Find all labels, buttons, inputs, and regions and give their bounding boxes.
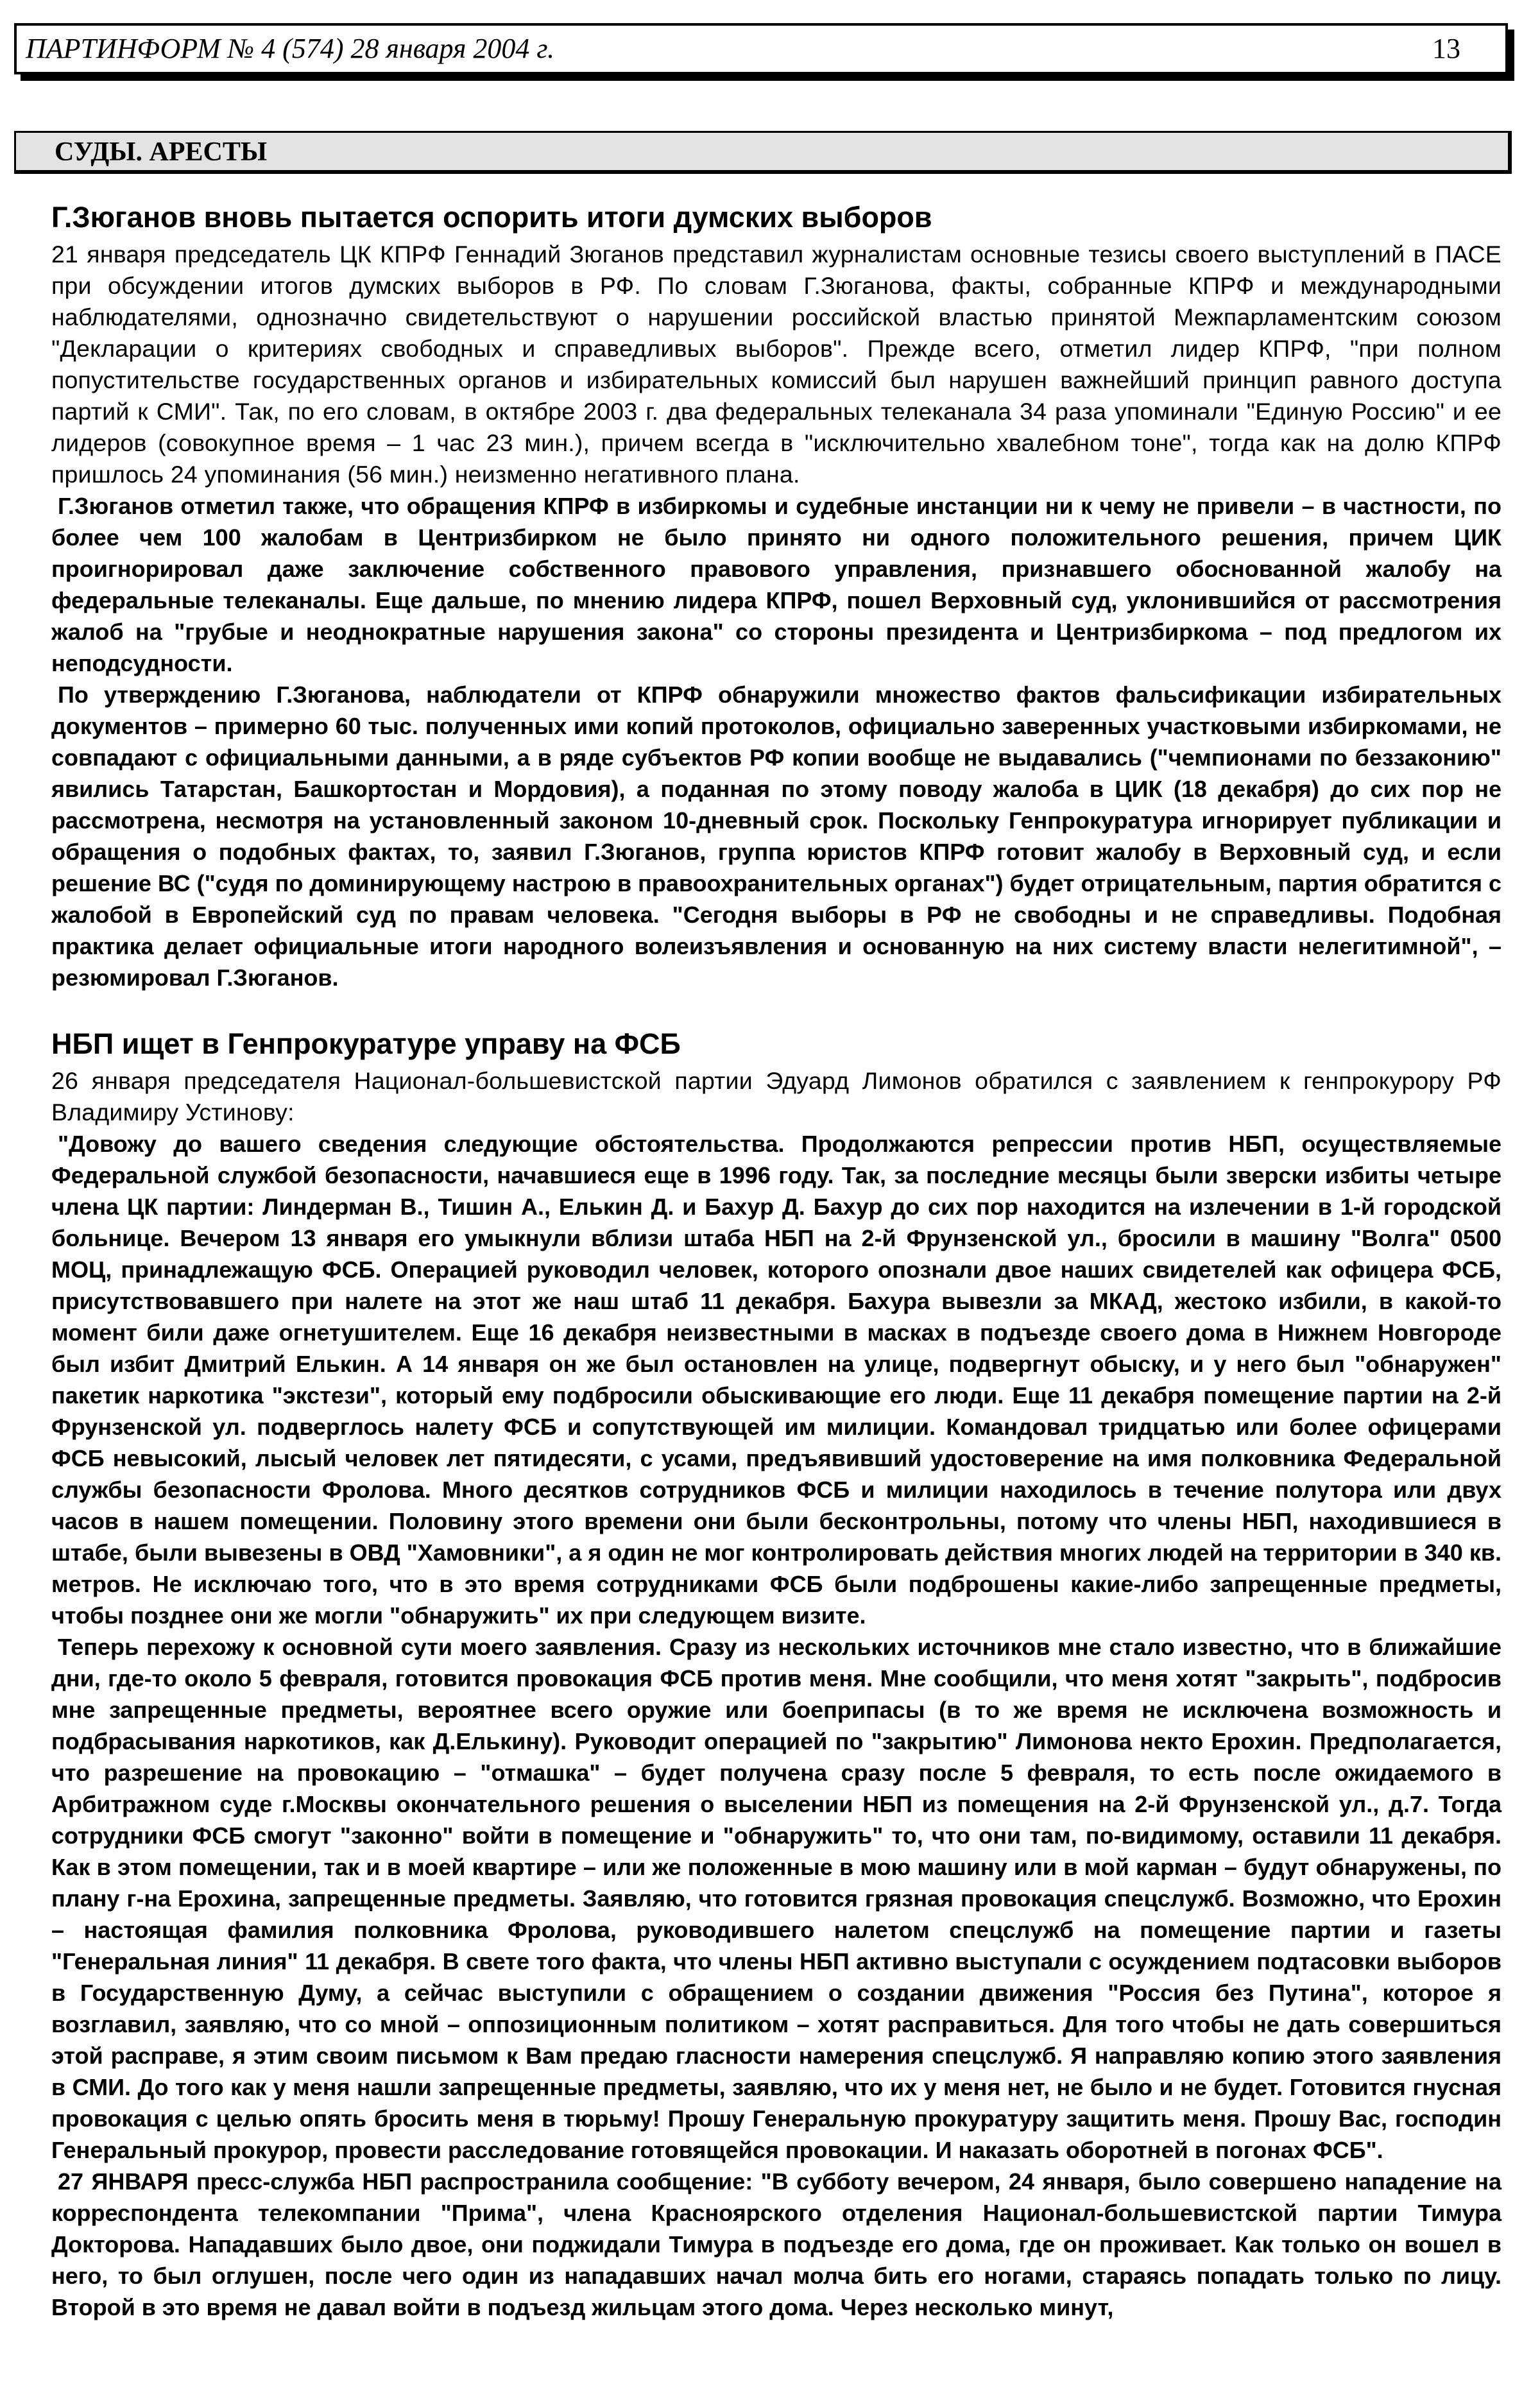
article-paragraph: Теперь перехожу к основной сути моего заявления. Сразу из нескольких источников мне стало известно, что в ближайшие дни, где-то около 5 февраля, готовится провокация ФСБ против меня. Мне сообщили, что меня хотят "закрыть", подбросив мне запрещенные предметы, вероятнее всего оружие или боеприпасы (в то же время не исключена возможность и подбрасывания наркотиков, как Д.Елькину). Руководит операцией по "закрытию" Лимонова некто Ерохин. Предполагается, что разрешение на провокацию – "отмашка" – будет получена сразу после 5 февраля, то есть после ожидаемого в Арбитражном суде г.Москвы окончательного решения о выселении НБП из помещения на 2-й Фрунзенской ул., д.7. Тогда сотрудники ФСБ смогут "законно" войти в помещение и "обнаружить" то, что они там, по-видимому, оставили 11 декабря. Как в этом помещении, так и в моей квартире – или же положенные в мою машину или в мой карман – будут обнаружены, по плану г-на Ерохина, запрещенные предметы. Заявляю, что готовится грязная провокация спецслужб. Возможно, что Ерохин – настоящая фамилия полковника Фролова, руководившего налетом спецслужб на помещение партии и газеты "Генеральная линия" 11 декабря. В свете того факта, что члены НБП активно выступали с осуждением подтасовки выборов в Государственную Думу, а сейчас выступили с обращением о создании движения "Россия без Путина", которое я возглавил, заявляю, что со мной – оппозиционным политиком – хотят расправиться. Для того чтобы не дать совершиться этой расправе, я этим своим письмом к Вам предаю гласности намерения спецслужб. Я направляю копию этого заявления в СМИ. До того как у меня нашли запрещенные предметы, заявляю, что их у меня нет, не было и не будет. Готовится гнусная провокация с целью опять бросить меня в тюрьму! Прошу Генеральную прокуратуру защитить меня. Прошу Вас, господин Генеральный прокурор, провести расследование готовящейся провокации. И наказать оборотней в погонах ФСБ".: [51, 1634, 1502, 2163]
section-title: СУДЫ. АРЕСТЫ: [55, 137, 268, 167]
article-paragraph: По утверждению Г.Зюганова, наблюдатели от КПРФ обнаружили множество фактов фальсификации избирательных документов – примерно 60 тыс. полученных ими копий протоколов, официально заверенных участковыми избиркомами, не совпадают с официальными данными, а в ряде субъектов РФ копии вообще не выдавались ("чемпионами по беззаконию" явились Татарстан, Башкортостан и Мордовия), а поданная по этому поводу жалоба в ЦИК (18 декабря) до сих пор не рассмотрена, несмотря на установленный законом 10-дневный срок. Поскольку Генпрокуратура игнорирует публикации и обращения о подобных фактах, то, заявил Г.Зюганов, группа юристов КПРФ готовит жалобу в Верховный суд, и если решение ВС ("судя по доминирующему настрою в правоохранительных органах") будет отрицательным, партия обратится с жалобой в Европейский суд по правам человека. "Сегодня выборы в РФ не свободны и не справедливы. Подобная практика делает официальные итоги народного волеизъявления и основанную на них систему власти нелегитимной", – резюмировал Г.Зюганов.: [51, 681, 1502, 991]
article-paragraph: "Довожу до вашего сведения следующие обстоятельства. Продолжаются репрессии против НБП, осуществляемые Федеральной службой безопасности, начавшиеся еще в 1996 году. Так, за последние месяцы были зверски избиты четыре члена ЦК партии: Линдерман В., Тишин А., Елькин Д. и Бахур Д. Бахур до сих пор находится на излечении в 1-й городской больнице. Вечером 13 января его умыкнули вблизи штаба НБП на 2-й Фрунзенской ул., бросили в машину "Волга" 0500 МОЦ, принадлежащую ФСБ. Операцией руководил человек, которого опознали двое наших свидетелей как офицера ФСБ, присутствовавшего при налете на этот же наш штаб 11 декабря. Бахура вывезли за МКАД, жестоко избили, в какой-то момент били даже огнетушителем. Еще 16 декабря неизвестными в масках в подъезде своего дома в Нижнем Новгороде был избит Дмитрий Елькин. А 14 января он же был остановлен на улице, подвергнут обыску, и у него был "обнаружен" пакетик наркотика "экстези", который ему подбросили обыскивающие его люди. Еще 11 декабря помещение партии на 2-й Фрунзенской ул. подверглось налету ФСБ и сопутствующей им милиции. Командовал тридцатью или более офицерами ФСБ невысокий, лысый человек лет пятидесяти, с усами, предъявивший удостоверение на имя полковника Федеральной службы безопасности Фролова. Много десятков сотрудников ФСБ и милиции находилось в течение полутора или двух часов в нашем помещении. Половину этого времени они были бесконтрольны, потому что члены НБП, находившиеся в штабе, были вывезены в ОВД "Хамовники", а я один не мог контролировать действия многих людей на территории в 340 кв. метров. Не исключаю того, что в это время сотрудниками ФСБ были подброшены какие-либо запрещенные предметы, чтобы позднее они же могли "обнаружить" их при следующем визите.: [51, 1131, 1502, 1629]
article-title: НБП ищет в Генпрокуратуре управу на ФСБ: [51, 1027, 681, 1060]
page-number: 13: [1432, 33, 1460, 64]
masthead: [14, 23, 1508, 74]
article-paragraph: 26 января председателя Национал-большевистской партии Эдуард Лимонов обратился с заявлением к генпрокурору РФ Владимиру Устинову:: [51, 1067, 1502, 1126]
article-title: Г.Зюганов вновь пытается оспорить итоги думских выборов: [51, 201, 932, 234]
article-nbp: [51, 1027, 1502, 2323]
publication-title: ПАРТИНФОРМ № 4 (574) 28 января 2004 г.: [26, 33, 555, 64]
article-body: [51, 200, 1502, 2323]
article-paragraph: Г.Зюганов отметил также, что обращения КПРФ в избиркомы и судебные инстанции ни к чему не привели – в частности, по более чем 100 жалобам в Центризбирком не было принято ни одного положительного решения, причем ЦИК проигнорировал даже заключение собственного правового управления, признавшего обоснованной жалобу на федеральные телеканалы. Еще дальше, по мнению лидера КПРФ, пошел Верховный суд, уклонившийся от рассмотрения жалоб на "грубые и неоднократные нарушения закона" со стороны президента и Центризбиркома – под предлогом их неподсудности.: [51, 493, 1502, 676]
article-paragraph: 27 ЯНВАРЯ пресс-служба НБП распространила сообщение: "В субботу вечером, 24 января, было совершено нападение на корреспондента телекомпании "Прима", члена Красноярского отделения Национал-большевистской партии Тимура Докторова. Нападавших было двое, они поджидали Тимура в подъезде его дома, где он проживает. Как только он вошел в него, то был оглушен, после чего один из нападавших начал молча бить его ногами, стараясь попадать только по лицу. Второй в это время не давал войти в подъезд жильцам этого дома. Через несколько минут,: [51, 2168, 1502, 2320]
section-header: [14, 131, 1512, 174]
article-zyuganov: [51, 200, 1502, 993]
article-paragraph: 21 января председатель ЦК КПРФ Геннадий Зюганов представил журналистам основные тезисы своего выступлений в ПАСЕ при обсуждении итогов думских выборов в РФ. По словам Г.Зюганова, факты, собранные КПРФ и международными наблюдателями, однозначно свидетельствуют о нарушении российской властью принятой Межпарламентским союзом "Декларации о критериях свободных и справедливых выборов". Прежде всего, отметил лидер КПРФ, "при полном попустительстве государственных органов и избирательных комиссий был нарушен важнейший принцип равного доступа партий к СМИ". Так, по его словам, в октябре 2003 г. два федеральных телеканала 34 раза упоминали "Единую Россию" и ее лидеров (совокупное время – 1 час 23 мин.), причем всегда в "исключительно хвалебном тоне", тогда как на долю КПРФ пришлось 24 упоминания (56 мин.) неизменно негативного плана.: [51, 241, 1502, 488]
